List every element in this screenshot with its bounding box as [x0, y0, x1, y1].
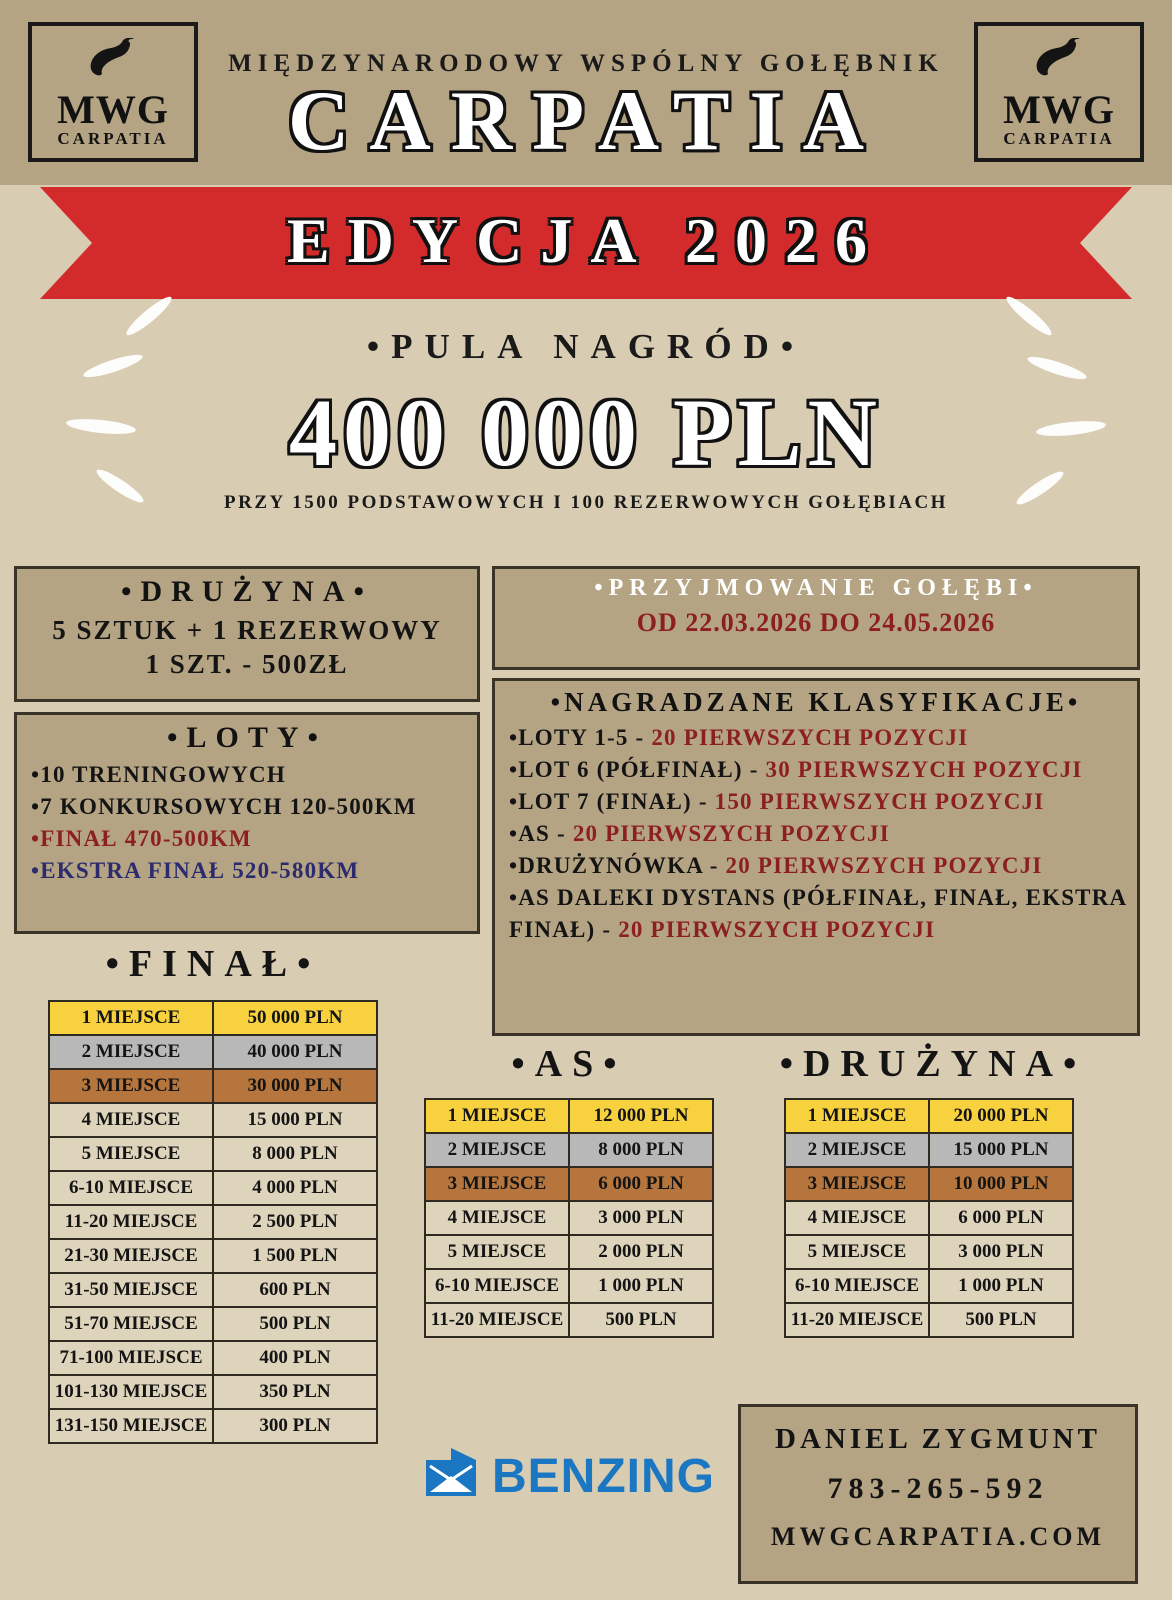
team-info-line-2: 1 SZT. - 500ZŁ [145, 649, 349, 679]
logo-left-carpatia: CARPATIA [57, 129, 169, 148]
flights-info-title: •LOTY• [166, 721, 328, 754]
table-row [49, 1035, 377, 1069]
prize-cell: 600 PLN [213, 1273, 377, 1307]
classification-label: •AS DALEKI DYSTANS (PÓŁFINAŁ, FINAŁ, EKSTRA FINAŁ) - [509, 885, 1127, 942]
prize-cell: 30 000 PLN [213, 1069, 377, 1103]
table-row [49, 1069, 377, 1103]
classification-label: •DRUŻYNÓWKA - [509, 853, 726, 878]
table-row [49, 1103, 377, 1137]
table-row [425, 1133, 713, 1167]
intake-info-title: •PRZYJMOWANIE GOŁĘBI• [594, 575, 1038, 601]
table-row [425, 1201, 713, 1235]
classification-item [495, 722, 1137, 754]
prize-cell: 500 PLN [569, 1303, 713, 1337]
table-row [49, 1239, 377, 1273]
table-row [785, 1099, 1073, 1133]
contact-box [738, 1404, 1138, 1584]
place-cell: 3 MIEJSCE [425, 1167, 569, 1201]
flights-item: •7 KONKURSOWYCH 120-500KM [31, 794, 417, 819]
flights-item: •FINAŁ 470-500KM [31, 826, 252, 851]
table-row [49, 1341, 377, 1375]
team-info-title: •DRUŻYNA• [120, 575, 373, 608]
flights-info-box [14, 712, 480, 934]
classification-item [495, 818, 1137, 850]
classification-label: •LOTY 1-5 - [509, 725, 652, 750]
place-cell: 11-20 MIEJSCE [785, 1303, 929, 1337]
benzing-wordmark: BENZING [492, 1450, 715, 1503]
table-row [425, 1269, 713, 1303]
place-cell: 31-50 MIEJSCE [49, 1273, 213, 1307]
prize-pool-note: PRZY 1500 PODSTAWOWYCH I 100 REZERWOWYCH GOŁĘBIACH [224, 492, 948, 513]
prize-cell: 15 000 PLN [213, 1103, 377, 1137]
classification-value: 150 PIERWSZYCH POZYCJI [714, 789, 1045, 814]
place-cell: 51-70 MIEJSCE [49, 1307, 213, 1341]
prize-cell: 1 000 PLN [569, 1269, 713, 1303]
intake-dates: OD 22.03.2026 DO 24.05.2026 [636, 608, 996, 637]
place-cell: 2 MIEJSCE [785, 1133, 929, 1167]
place-cell: 1 MIEJSCE [49, 1001, 213, 1035]
team-prize-table [784, 1098, 1074, 1338]
logo-right-carpatia: CARPATIA [1003, 129, 1115, 148]
place-cell: 11-20 MIEJSCE [49, 1205, 213, 1239]
classification-item [495, 754, 1137, 786]
table-row [49, 1409, 377, 1443]
table-row [785, 1133, 1073, 1167]
classification-item [495, 882, 1137, 946]
flights-item: •EKSTRA FINAŁ 520-580KM [31, 858, 360, 883]
classification-label: •LOT 7 (FINAŁ) - [509, 789, 715, 814]
place-cell: 71-100 MIEJSCE [49, 1341, 213, 1375]
as-prize-table [424, 1098, 714, 1338]
table-row [49, 1137, 377, 1171]
table-row [49, 1307, 377, 1341]
place-cell: 4 MIEJSCE [785, 1201, 929, 1235]
team-info-box [14, 566, 480, 702]
team-table-body [785, 1099, 1073, 1337]
place-cell: 5 MIEJSCE [425, 1235, 569, 1269]
table-row [425, 1235, 713, 1269]
place-cell: 1 MIEJSCE [785, 1099, 929, 1133]
classification-label: •LOT 6 (PÓŁFINAŁ) - [509, 757, 766, 782]
classifications-title: •NAGRADZANE KLASYFIKACJE• [550, 687, 1082, 717]
table-row [425, 1167, 713, 1201]
as-table-body [425, 1099, 713, 1337]
prize-cell: 400 PLN [213, 1341, 377, 1375]
contact-website[interactable]: MWGCARPATIA.COM [770, 1522, 1106, 1551]
prize-cell: 20 000 PLN [929, 1099, 1073, 1133]
table-row [49, 1205, 377, 1239]
prize-cell: 300 PLN [213, 1409, 377, 1443]
prize-cell: 8 000 PLN [213, 1137, 377, 1171]
final-prize-table [48, 1000, 378, 1444]
prize-cell: 3 000 PLN [569, 1201, 713, 1235]
prize-cell: 6 000 PLN [929, 1201, 1073, 1235]
team-info-line-1: 5 SZTUK + 1 REZERWOWY [52, 615, 442, 645]
prize-cell: 1 500 PLN [213, 1239, 377, 1273]
prize-cell: 500 PLN [213, 1307, 377, 1341]
classification-value: 20 PIERWSZYCH POZYCJI [651, 725, 969, 750]
place-cell: 4 MIEJSCE [49, 1103, 213, 1137]
flights-item: •10 TRENINGOWYCH [31, 762, 286, 787]
place-cell: 6-10 MIEJSCE [785, 1269, 929, 1303]
logo-left-mwg: MWG [57, 87, 169, 132]
table-row [49, 1001, 377, 1035]
classification-value: 20 PIERWSZYCH POZYCJI [572, 821, 890, 846]
place-cell: 3 MIEJSCE [785, 1167, 929, 1201]
classification-value: 30 PIERWSZYCH POZYCJI [765, 757, 1083, 782]
page-title: CARPATIA [288, 74, 884, 168]
table-row [785, 1303, 1073, 1337]
table-row [49, 1273, 377, 1307]
classifications-box [492, 678, 1140, 1036]
prize-pool-label: •PULA NAGRÓD• [366, 327, 806, 366]
prize-cell: 3 000 PLN [929, 1235, 1073, 1269]
sponsor-benzing [420, 1446, 715, 1507]
table-row [785, 1235, 1073, 1269]
prize-cell: 15 000 PLN [929, 1133, 1073, 1167]
prize-cell: 6 000 PLN [569, 1167, 713, 1201]
prize-cell: 1 000 PLN [929, 1269, 1073, 1303]
classification-item [495, 786, 1137, 818]
header-subtitle: MIĘDZYNARODOWY WSPÓLNY GOŁĘBNIK [228, 50, 944, 77]
prize-cell: 50 000 PLN [213, 1001, 377, 1035]
prize-cell: 4 000 PLN [213, 1171, 377, 1205]
table-row [785, 1269, 1073, 1303]
prize-cell: 500 PLN [929, 1303, 1073, 1337]
place-cell: 3 MIEJSCE [49, 1069, 213, 1103]
contact-phone[interactable]: 783-265-592 [827, 1472, 1049, 1505]
prize-pool-amount: 400 000 PLN [289, 379, 883, 486]
prize-cell: 8 000 PLN [569, 1133, 713, 1167]
table-row [49, 1375, 377, 1409]
final-table-heading: •FINAŁ• [105, 943, 321, 985]
place-cell: 4 MIEJSCE [425, 1201, 569, 1235]
classification-value: 20 PIERWSZYCH POZYCJI [618, 917, 936, 942]
classification-label: •AS - [509, 821, 573, 846]
place-cell: 101-130 MIEJSCE [49, 1375, 213, 1409]
final-table-body [49, 1001, 377, 1443]
table-row [49, 1171, 377, 1205]
intake-info-box [492, 566, 1140, 670]
place-cell: 21-30 MIEJSCE [49, 1239, 213, 1273]
place-cell: 11-20 MIEJSCE [425, 1303, 569, 1337]
logo-right-mwg: MWG [1003, 87, 1115, 132]
team-table-heading: •DRUŻYNA• [779, 1043, 1087, 1085]
place-cell: 2 MIEJSCE [49, 1035, 213, 1069]
prize-cell: 40 000 PLN [213, 1035, 377, 1069]
place-cell: 6-10 MIEJSCE [49, 1171, 213, 1205]
benzing-envelope-icon [420, 1446, 482, 1507]
place-cell: 5 MIEJSCE [785, 1235, 929, 1269]
prize-cell: 12 000 PLN [569, 1099, 713, 1133]
place-cell: 131-150 MIEJSCE [49, 1409, 213, 1443]
prize-cell: 2 500 PLN [213, 1205, 377, 1239]
place-cell: 5 MIEJSCE [49, 1137, 213, 1171]
table-row [785, 1201, 1073, 1235]
classification-item [495, 850, 1137, 882]
place-cell: 6-10 MIEJSCE [425, 1269, 569, 1303]
edition-label: EDYCJA 2026 [286, 205, 886, 276]
prize-cell: 350 PLN [213, 1375, 377, 1409]
classification-value: 20 PIERWSZYCH POZYCJI [725, 853, 1043, 878]
place-cell: 1 MIEJSCE [425, 1099, 569, 1133]
contact-name: DANIEL ZYGMUNT [775, 1423, 1101, 1455]
as-table-heading: •AS• [511, 1043, 627, 1085]
table-row [425, 1303, 713, 1337]
place-cell: 2 MIEJSCE [425, 1133, 569, 1167]
table-row [425, 1099, 713, 1133]
table-row [785, 1167, 1073, 1201]
prize-cell: 2 000 PLN [569, 1235, 713, 1269]
prize-cell: 10 000 PLN [929, 1167, 1073, 1201]
